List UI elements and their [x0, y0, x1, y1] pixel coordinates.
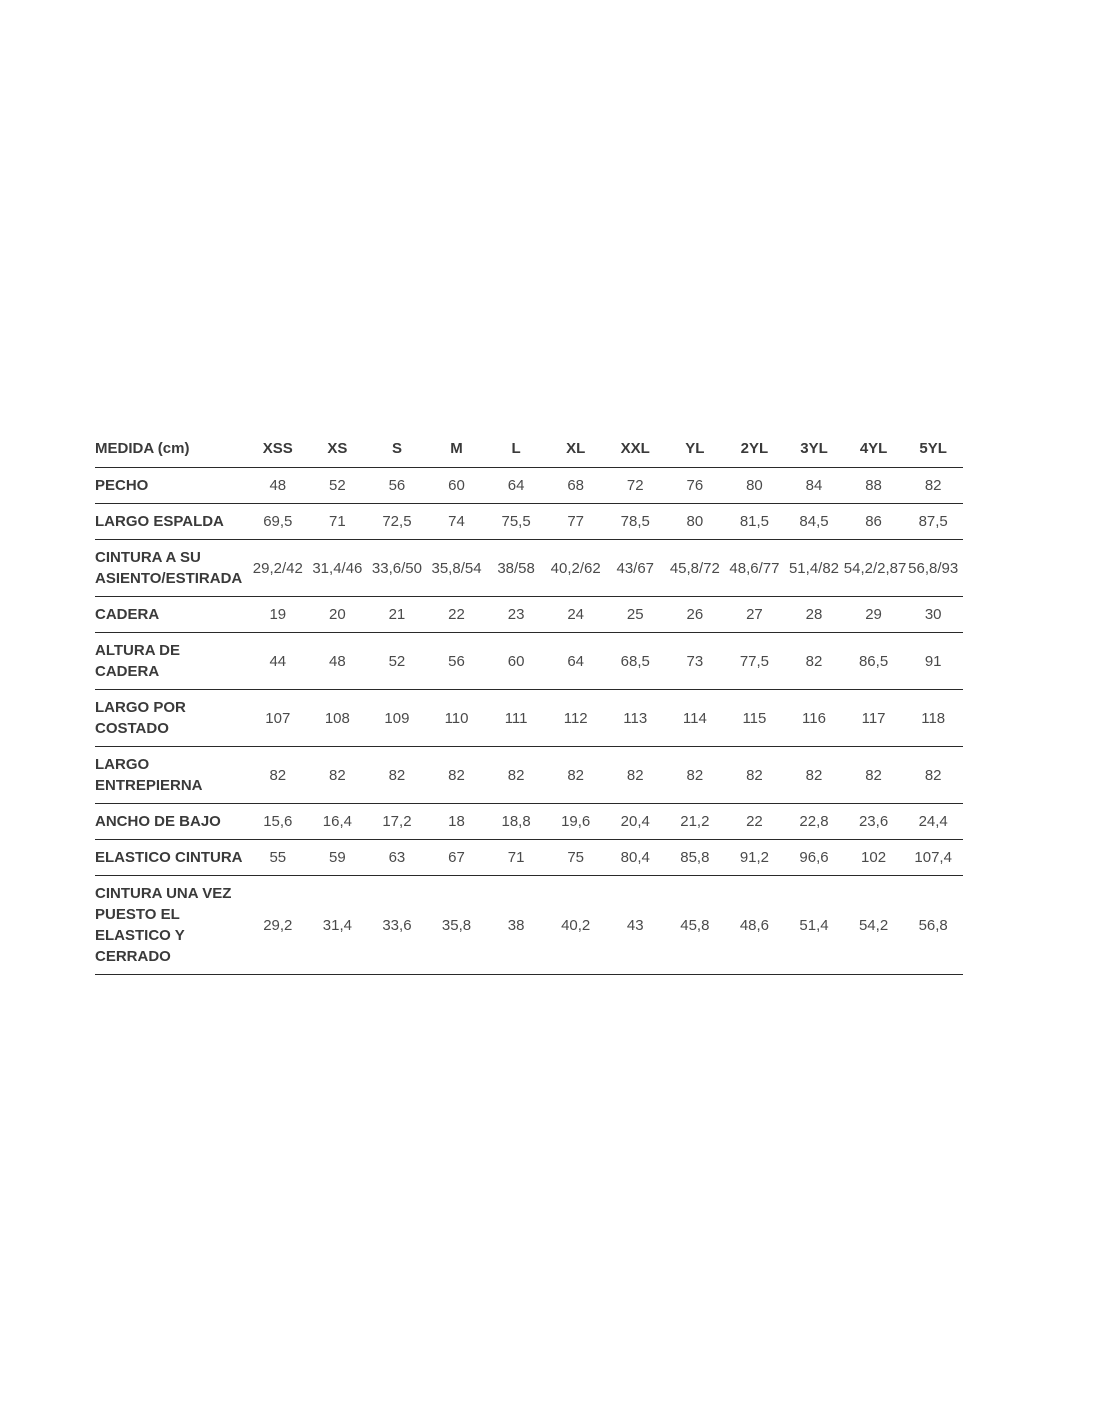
size-value-cell: 27 [725, 597, 785, 633]
row-label: CINTURA UNA VEZ PUESTO EL ELASTICO Y CERRADO [95, 876, 248, 975]
column-header: L [486, 430, 546, 468]
size-value-cell: 91,2 [725, 840, 785, 876]
size-value-cell: 115 [725, 690, 785, 747]
table-row [95, 840, 963, 876]
size-value-cell: 68 [546, 468, 606, 504]
row-label: ELASTICO CINTURA [95, 840, 248, 876]
size-value-cell: 82 [784, 633, 844, 690]
size-value-cell: 82 [903, 468, 963, 504]
size-value-cell: 80,4 [605, 840, 665, 876]
size-value-cell: 28 [784, 597, 844, 633]
size-chart-table [95, 430, 963, 975]
size-value-cell: 80 [725, 468, 785, 504]
size-value-cell: 77,5 [725, 633, 785, 690]
size-value-cell: 56,8/93 [903, 540, 963, 597]
size-value-cell: 96,6 [784, 840, 844, 876]
size-value-cell: 107 [248, 690, 308, 747]
size-value-cell: 82 [248, 747, 308, 804]
size-value-cell: 102 [844, 840, 904, 876]
size-value-cell: 45,8/72 [665, 540, 725, 597]
size-value-cell: 25 [605, 597, 665, 633]
size-value-cell: 82 [784, 747, 844, 804]
table-row [95, 747, 963, 804]
size-value-cell: 20,4 [605, 804, 665, 840]
size-value-cell: 17,2 [367, 804, 427, 840]
size-value-cell: 80 [665, 504, 725, 540]
size-value-cell: 114 [665, 690, 725, 747]
column-header: XSS [248, 430, 308, 468]
size-value-cell: 113 [605, 690, 665, 747]
size-value-cell: 82 [725, 747, 785, 804]
size-value-cell: 20 [308, 597, 368, 633]
size-value-cell: 45,8 [665, 876, 725, 975]
size-value-cell: 63 [367, 840, 427, 876]
size-value-cell: 48 [248, 468, 308, 504]
size-value-cell: 29 [844, 597, 904, 633]
size-value-cell: 54,2 [844, 876, 904, 975]
size-value-cell: 15,6 [248, 804, 308, 840]
size-value-cell: 74 [427, 504, 487, 540]
row-label: CADERA [95, 597, 248, 633]
size-value-cell: 51,4 [784, 876, 844, 975]
table-row [95, 468, 963, 504]
size-value-cell: 117 [844, 690, 904, 747]
size-value-cell: 86,5 [844, 633, 904, 690]
column-header: XL [546, 430, 606, 468]
column-header: S [367, 430, 427, 468]
size-value-cell: 59 [308, 840, 368, 876]
size-value-cell: 82 [308, 747, 368, 804]
size-value-cell: 38 [486, 876, 546, 975]
size-value-cell: 22 [427, 597, 487, 633]
column-header: 4YL [844, 430, 904, 468]
size-value-cell: 19,6 [546, 804, 606, 840]
size-value-cell: 18,8 [486, 804, 546, 840]
size-value-cell: 82 [665, 747, 725, 804]
size-value-cell: 31,4/46 [308, 540, 368, 597]
size-value-cell: 84,5 [784, 504, 844, 540]
size-value-cell: 26 [665, 597, 725, 633]
table-body [95, 468, 963, 975]
size-value-cell: 43 [605, 876, 665, 975]
table-row [95, 633, 963, 690]
column-header: 3YL [784, 430, 844, 468]
size-value-cell: 71 [308, 504, 368, 540]
size-value-cell: 85,8 [665, 840, 725, 876]
size-value-cell: 33,6/50 [367, 540, 427, 597]
size-value-cell: 22,8 [784, 804, 844, 840]
size-value-cell: 111 [486, 690, 546, 747]
table-header [95, 430, 963, 468]
size-value-cell: 76 [665, 468, 725, 504]
column-header: M [427, 430, 487, 468]
size-value-cell: 40,2/62 [546, 540, 606, 597]
row-label: PECHO [95, 468, 248, 504]
size-value-cell: 82 [546, 747, 606, 804]
size-value-cell: 107,4 [903, 840, 963, 876]
row-label: ANCHO DE BAJO [95, 804, 248, 840]
size-value-cell: 91 [903, 633, 963, 690]
size-value-cell: 64 [486, 468, 546, 504]
size-value-cell: 21,2 [665, 804, 725, 840]
size-value-cell: 56 [427, 633, 487, 690]
size-value-cell: 82 [427, 747, 487, 804]
size-value-cell: 82 [903, 747, 963, 804]
table-row [95, 504, 963, 540]
size-value-cell: 52 [367, 633, 427, 690]
size-value-cell: 56,8 [903, 876, 963, 975]
size-value-cell: 29,2/42 [248, 540, 308, 597]
size-value-cell: 112 [546, 690, 606, 747]
size-value-cell: 44 [248, 633, 308, 690]
column-header: XS [308, 430, 368, 468]
size-value-cell: 35,8/54 [427, 540, 487, 597]
size-value-cell: 67 [427, 840, 487, 876]
size-value-cell: 48,6 [725, 876, 785, 975]
size-value-cell: 88 [844, 468, 904, 504]
row-label: LARGO ESPALDA [95, 504, 248, 540]
size-value-cell: 64 [546, 633, 606, 690]
size-value-cell: 108 [308, 690, 368, 747]
size-value-cell: 87,5 [903, 504, 963, 540]
size-value-cell: 75 [546, 840, 606, 876]
size-value-cell: 38/58 [486, 540, 546, 597]
size-value-cell: 86 [844, 504, 904, 540]
column-header: XXL [605, 430, 665, 468]
size-value-cell: 72 [605, 468, 665, 504]
size-value-cell: 77 [546, 504, 606, 540]
size-value-cell: 69,5 [248, 504, 308, 540]
size-value-cell: 75,5 [486, 504, 546, 540]
size-value-cell: 109 [367, 690, 427, 747]
size-value-cell: 82 [844, 747, 904, 804]
size-value-cell: 24,4 [903, 804, 963, 840]
size-value-cell: 73 [665, 633, 725, 690]
row-label: ALTURA DE CADERA [95, 633, 248, 690]
size-value-cell: 68,5 [605, 633, 665, 690]
table-row [95, 540, 963, 597]
size-value-cell: 40,2 [546, 876, 606, 975]
row-label: LARGO ENTREPIERNA [95, 747, 248, 804]
size-value-cell: 81,5 [725, 504, 785, 540]
size-value-cell: 16,4 [308, 804, 368, 840]
column-header: 2YL [725, 430, 785, 468]
size-value-cell: 21 [367, 597, 427, 633]
size-value-cell: 33,6 [367, 876, 427, 975]
row-label: LARGO POR COSTADO [95, 690, 248, 747]
size-value-cell: 51,4/82 [784, 540, 844, 597]
size-value-cell: 52 [308, 468, 368, 504]
table-row [95, 597, 963, 633]
header-row [95, 430, 963, 468]
size-value-cell: 82 [367, 747, 427, 804]
size-value-cell: 84 [784, 468, 844, 504]
size-value-cell: 30 [903, 597, 963, 633]
size-value-cell: 48,6/77 [725, 540, 785, 597]
size-value-cell: 60 [486, 633, 546, 690]
size-value-cell: 22 [725, 804, 785, 840]
size-value-cell: 82 [486, 747, 546, 804]
size-value-cell: 18 [427, 804, 487, 840]
size-value-cell: 29,2 [248, 876, 308, 975]
table-row [95, 690, 963, 747]
size-value-cell: 72,5 [367, 504, 427, 540]
size-value-cell: 71 [486, 840, 546, 876]
size-value-cell: 56 [367, 468, 427, 504]
table-row [95, 876, 963, 975]
size-value-cell: 24 [546, 597, 606, 633]
size-value-cell: 54,2/2,87 [844, 540, 904, 597]
size-value-cell: 23,6 [844, 804, 904, 840]
table-row [95, 804, 963, 840]
row-label: CINTURA A SU ASIENTO/ESTIRADA [95, 540, 248, 597]
measure-unit-header: MEDIDA (cm) [95, 430, 248, 468]
size-value-cell: 31,4 [308, 876, 368, 975]
size-value-cell: 19 [248, 597, 308, 633]
size-value-cell: 60 [427, 468, 487, 504]
column-header: YL [665, 430, 725, 468]
size-value-cell: 43/67 [605, 540, 665, 597]
size-value-cell: 110 [427, 690, 487, 747]
column-header: 5YL [903, 430, 963, 468]
size-value-cell: 55 [248, 840, 308, 876]
size-chart-container [95, 430, 963, 975]
size-value-cell: 118 [903, 690, 963, 747]
size-value-cell: 48 [308, 633, 368, 690]
size-value-cell: 23 [486, 597, 546, 633]
size-value-cell: 82 [605, 747, 665, 804]
size-value-cell: 78,5 [605, 504, 665, 540]
size-value-cell: 116 [784, 690, 844, 747]
size-value-cell: 35,8 [427, 876, 487, 975]
